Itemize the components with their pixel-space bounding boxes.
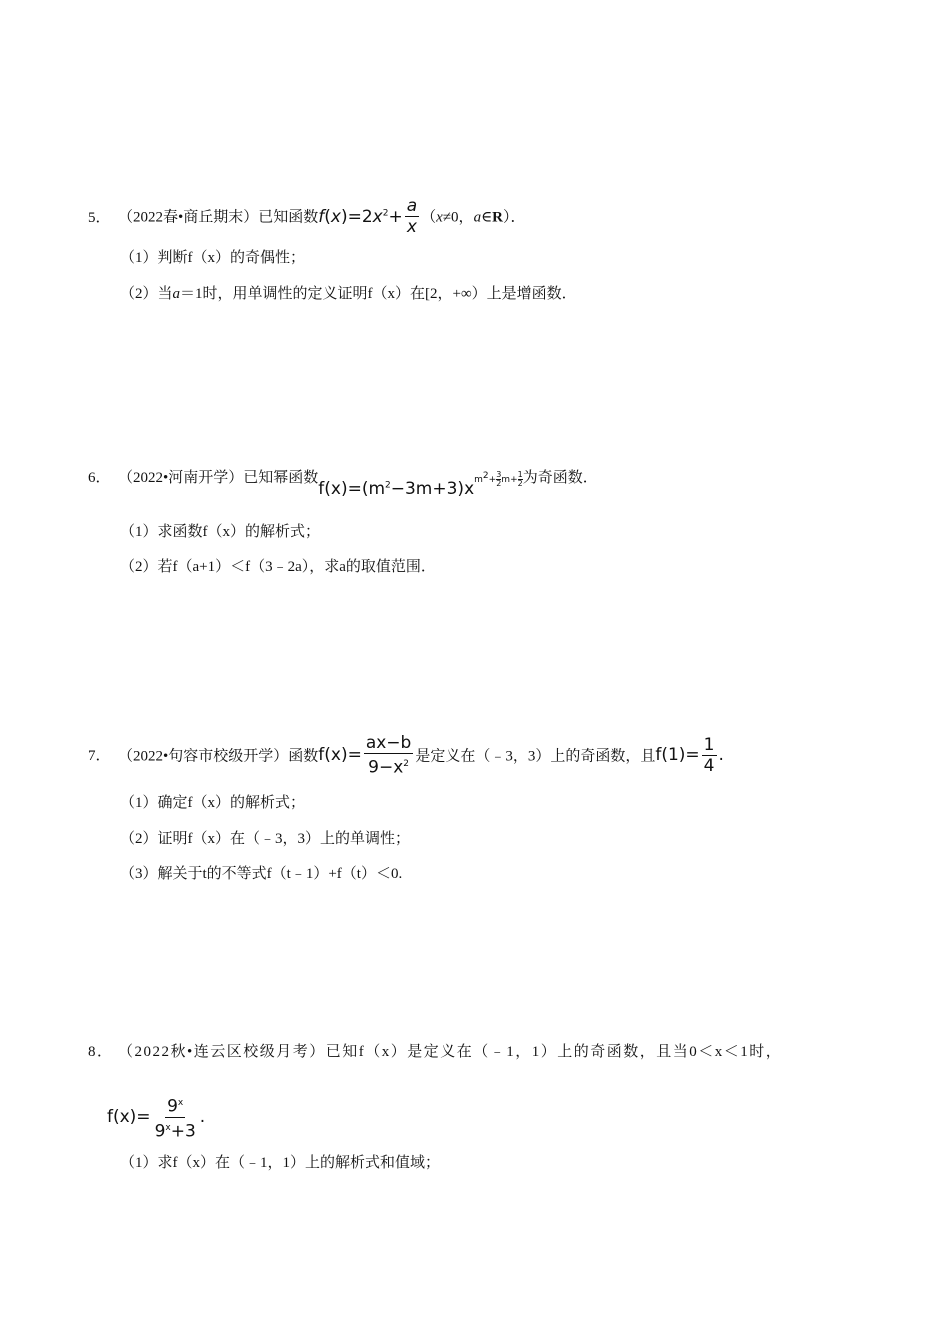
question-number: 5．: [88, 209, 111, 226]
question-5-part-2: （2）当a＝1时，用单调性的定义证明f（x）在[2，+∞）上是增函数．: [120, 286, 577, 302]
function-formula: $f(x)=2x^2+$ $\frac{a}{x}$: [318, 196, 418, 237]
question-8-stem: [88, 1040, 782, 1061]
question-source: （2022•河南开学）已知幂函数: [118, 470, 319, 486]
question-8-formula: f(x)= $\frac{9^x}{9^x+3}$ .: [107, 1093, 205, 1141]
question-6-part-2: （2）若f（a+1）＜f（3﹣2a），求a的取值范围．: [120, 559, 436, 575]
condition: （x≠0，a∈R）．: [421, 209, 526, 226]
question-7-part-1: （1）确定f（x）的解析式；: [120, 795, 305, 811]
question-5-part-1: （1）判断f（x）的奇偶性；: [120, 250, 305, 266]
question-source: （2022春•商丘期末）已知函数: [118, 209, 319, 226]
question-source: （2022•句容市校级开学）函数: [118, 748, 319, 765]
question-number: 8．: [88, 1044, 114, 1060]
question-8-part-1: （1）求f（x）在（﹣1，1）上的解析式和值域；: [120, 1155, 440, 1171]
exponent: m2+ 3 2 m+ 1 2: [474, 470, 523, 488]
given-value: f(1)= $\frac{1}{4}$ .: [655, 734, 724, 776]
question-7-part-3: （3）解关于t的不等式f（t﹣1）+f（t）＜0.: [120, 866, 403, 882]
question-number: 6．: [88, 470, 111, 486]
question-6-part-1: （1）求函数f（x）的解析式；: [120, 524, 320, 540]
question-7-stem: 7． （2022•句容市校级开学）函数f(x)= $\frac{ax-b}{9-x^2}$ 是定义在（﹣3，3）上的奇函数，且f(1)= $\frac{1}{4}$ .: [88, 733, 724, 778]
question-6-stem: 6． （2022•河南开学）已知幂函数$f(x)=(m^2-3m+3)x^{m^2+ \frac{3}{2} m+ \frac{1}{2}}$ 为奇函数．: [88, 466, 598, 488]
question-7-part-2: （2）证明f（x）在（﹣3，3）上的单调性；: [120, 831, 410, 847]
question-number: 7．: [88, 748, 111, 765]
fraction: $\frac{a}{x}$: [406, 196, 418, 237]
question-source: （2022秋•连云区校级月考）已知f（x）是定义在（﹣1，1）上的奇函数，且当0＜x＜1时，: [118, 1044, 783, 1060]
function-formula: f(x)= $\frac{ax-b}{9-x^2}$: [318, 733, 412, 778]
question-5-stem: [88, 196, 526, 237]
power-function-formula: $f(x)=(m^2-3m+3)x^{m^2+ \frac{3}{2} m+ \frac{1}{2}}$: [318, 470, 523, 499]
